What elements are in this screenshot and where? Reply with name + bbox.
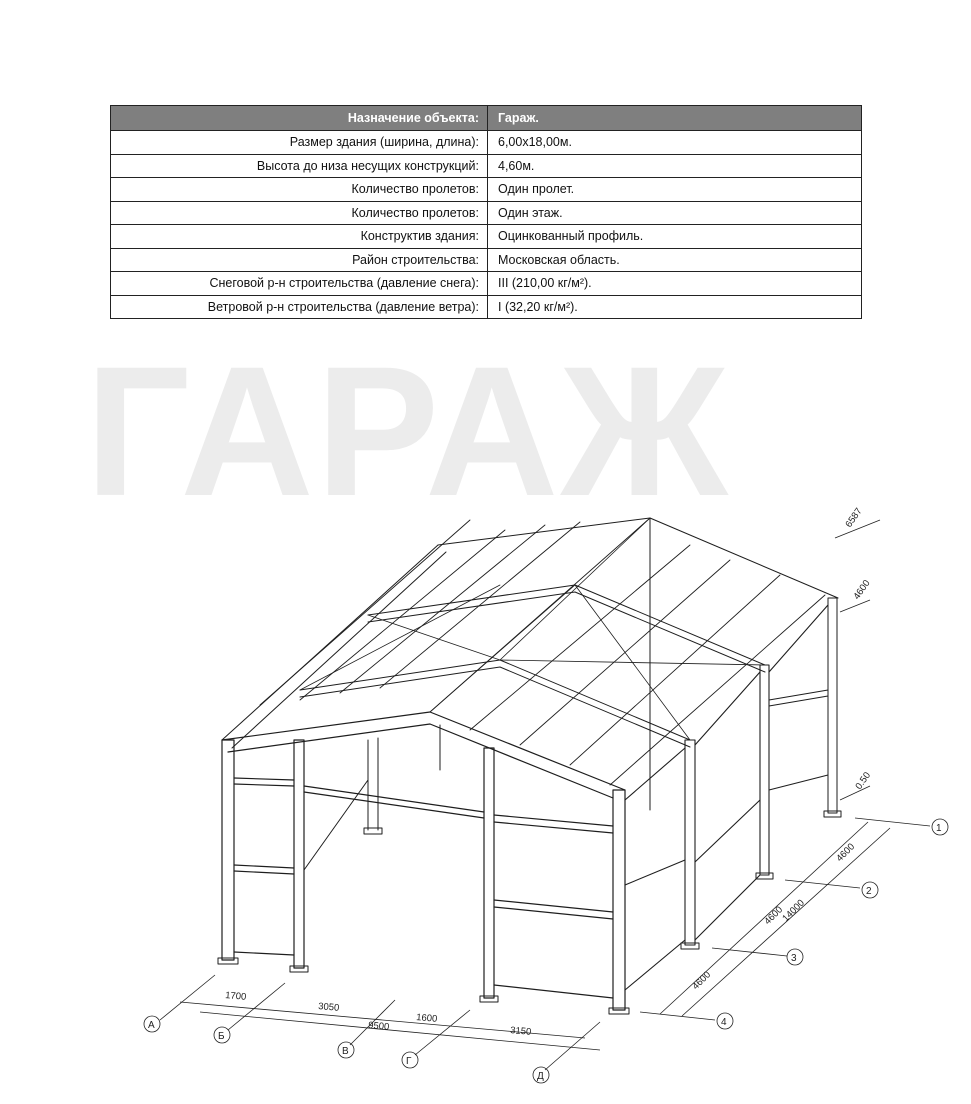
dim-length-1: 4600 <box>834 841 858 865</box>
spec-key: Район строительства: <box>111 248 488 272</box>
dim-length-3: 4600 <box>690 969 714 993</box>
spec-header-value: Гараж. <box>488 106 862 131</box>
roof-purlins <box>260 518 825 785</box>
spec-value: Один пролет. <box>488 178 862 202</box>
length-dimensions <box>640 818 948 1029</box>
spec-value: I (32,20 кг/м²). <box>488 295 862 319</box>
dim-width-2: 3050 <box>317 1001 340 1014</box>
dim-width-3: 1600 <box>415 1012 438 1025</box>
spec-key: Снеговой р-н строительства (давление снега): <box>111 272 488 296</box>
intermediate-rafters <box>300 585 765 747</box>
axis-letter: Д <box>537 1071 544 1082</box>
spec-key: Количество пролетов: <box>111 201 488 225</box>
front-frame <box>222 712 625 1010</box>
front-left-column <box>222 740 234 960</box>
spec-key: Ветровой р-н строительства (давление ветра): <box>111 295 488 319</box>
axis-number: 4 <box>721 1017 727 1028</box>
spec-key: Конструктив здания: <box>111 225 488 249</box>
spec-key: Высота до низа несущих конструкций: <box>111 154 488 178</box>
dim-length-total: 14000 <box>780 897 807 925</box>
spec-value: III (210,00 кг/м²). <box>488 272 862 296</box>
axis-number: 3 <box>791 953 797 964</box>
axis-number: 2 <box>866 886 872 897</box>
left-side <box>222 545 446 870</box>
dim-width-1: 1700 <box>224 990 247 1003</box>
spec-value: 6,00х18,00м. <box>488 131 862 155</box>
axis-letter: Г <box>406 1056 412 1067</box>
spec-header-key: Назначение объекта: <box>111 106 488 131</box>
roof-bracing <box>300 518 765 740</box>
elevation-base: 0.50 <box>853 770 874 792</box>
side-column-3 <box>685 740 695 945</box>
spec-key: Количество пролетов: <box>111 178 488 202</box>
rear-frame <box>438 518 838 813</box>
steel-frame <box>218 518 841 1014</box>
front-post-b <box>294 740 304 968</box>
axis-letter: Б <box>218 1031 225 1042</box>
elevation-ridge: 6587 <box>843 506 865 530</box>
axis-number: 1 <box>936 823 942 834</box>
front-right-column <box>613 790 625 1010</box>
spec-value: Московская область. <box>488 248 862 272</box>
spec-value: Один этаж. <box>488 201 862 225</box>
dim-length-2: 4600 <box>762 904 786 928</box>
rear-right-column <box>828 598 837 813</box>
spec-key: Размер здания (ширина, длина): <box>111 131 488 155</box>
front-post-v <box>484 748 494 998</box>
axis-letter: А <box>148 1020 155 1031</box>
axis-letter: В <box>342 1046 349 1057</box>
watermark-title: ГАРАЖ <box>85 329 730 535</box>
base-plates <box>218 811 841 1014</box>
spec-value: 4,60м. <box>488 154 862 178</box>
elevation-marks <box>835 520 880 800</box>
elevation-eave: 4600 <box>851 578 873 602</box>
side-column-2 <box>760 665 769 875</box>
dim-width-4: 3150 <box>509 1025 532 1038</box>
spec-value: Оцинкованный профиль. <box>488 225 862 249</box>
dim-width-total: 9500 <box>367 1020 390 1033</box>
